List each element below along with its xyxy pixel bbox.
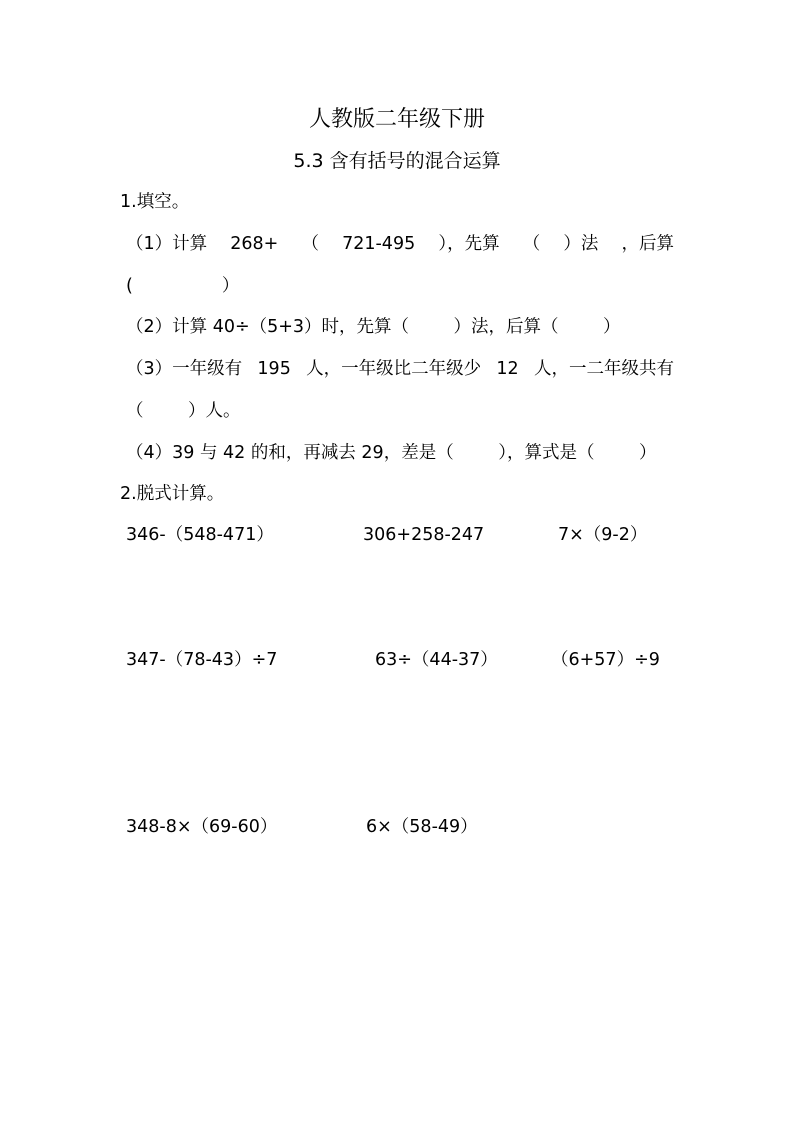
q1-part: （1）计算 xyxy=(126,234,208,254)
q3-part: 人，一年级比二年级少 xyxy=(306,359,482,379)
question-1-continuation: ( ） xyxy=(126,276,240,296)
calc-expression: 348-8×（69-60） xyxy=(126,817,278,837)
calc-expression: 63÷（44-37） xyxy=(375,650,498,670)
section-2-heading: 2.脱式计算。 xyxy=(120,484,225,504)
lesson-subtitle: 5.3 含有括号的混合运算 xyxy=(293,150,501,172)
q3-part: 人，一二年级共有 xyxy=(533,359,674,379)
calc-expression: 346-（548-471） xyxy=(126,525,274,545)
q1-part: ），先算 xyxy=(438,234,500,254)
page-title: 人教版二年级下册 xyxy=(308,107,485,132)
q3-part: 195 xyxy=(257,359,291,379)
q1-part: （ xyxy=(301,234,319,254)
question-3 xyxy=(126,357,674,381)
calc-expression: 7×（9-2） xyxy=(558,525,648,545)
q1-part: 721-495 xyxy=(342,234,416,254)
question-1 xyxy=(126,232,674,256)
q1-part: ，后算 xyxy=(621,234,674,254)
q3-part: 12 xyxy=(496,359,519,379)
section-1-heading: 1.填空。 xyxy=(120,192,190,212)
question-4: （4）39 与 42 的和，再减去 29，差是（ ），算式是（ ） xyxy=(126,443,657,463)
q1-part: ）法 xyxy=(563,234,599,254)
calc-expression: （6+57）÷9 xyxy=(551,650,660,670)
question-3-continuation: （ ）人。 xyxy=(126,401,241,421)
q3-part: （3）一年级有 xyxy=(126,359,243,379)
q1-part: 268+ xyxy=(230,234,279,254)
calc-expression: 347-（78-43）÷7 xyxy=(126,650,278,670)
calc-expression: 306+258-247 xyxy=(363,525,485,545)
q1-part: （ xyxy=(522,234,541,254)
calc-expression: 6×（58-49） xyxy=(366,817,478,837)
question-2: （2）计算 40÷（5+3）时，先算（ ）法，后算（ ） xyxy=(126,317,621,337)
